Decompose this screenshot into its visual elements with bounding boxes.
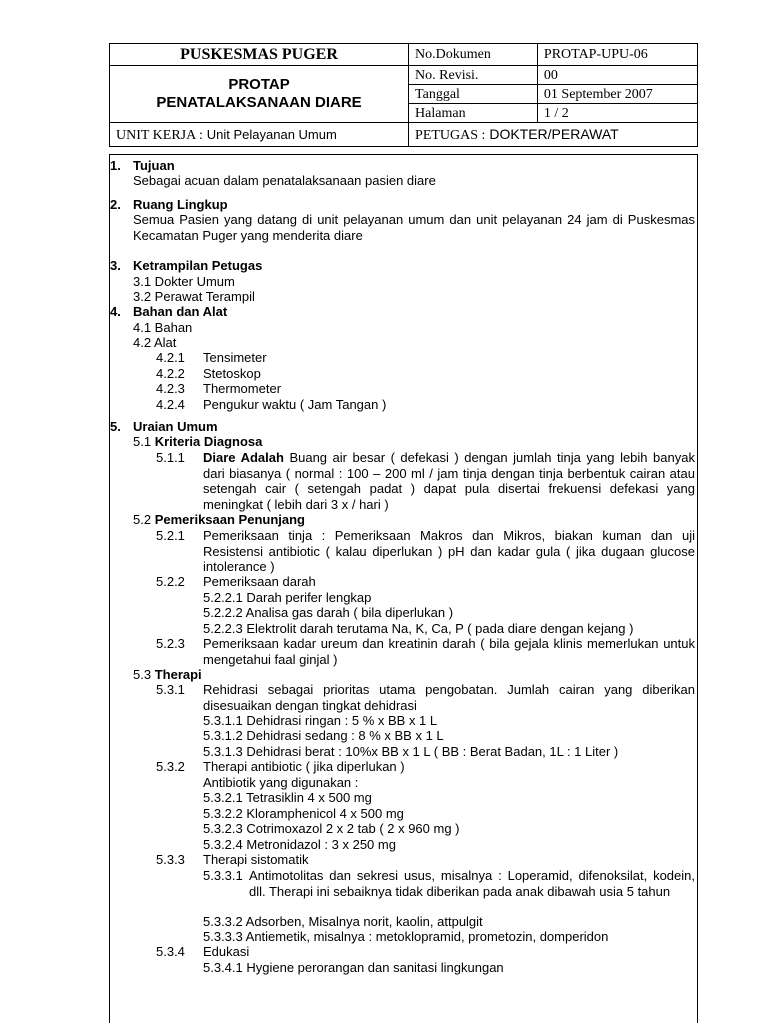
title-line-2: PENATALAKSANAAN DIARE xyxy=(156,94,362,111)
subsection-heading xyxy=(133,434,262,449)
term: Diare Adalah xyxy=(203,450,284,465)
section-number: 4. xyxy=(110,304,121,319)
list-item: 3.1 Dokter Umum xyxy=(133,274,235,289)
list-item: 5.3.2.4 Metronidazol : 3 x 250 mg xyxy=(203,837,396,852)
list-item: Pengukur waktu ( Jam Tangan ) xyxy=(203,397,387,412)
meta-value: 01 September 2007 xyxy=(537,85,697,104)
list-item: 5.3.2.3 Cotrimoxazol 2 x 2 tab ( 2 x 960 mg ) xyxy=(203,821,460,836)
section-number: 5. xyxy=(110,419,121,434)
list-item: 5.2.2.1 Darah perifer lengkap xyxy=(203,590,372,605)
list-item: Tensimeter xyxy=(203,350,267,365)
paragraph: Semua Pasien yang datang di unit pelayanan umum dan unit pelayanan 24 jam di Puskesmas Kecamatan Puger yang menderita diare xyxy=(133,212,695,243)
list-item: Edukasi xyxy=(203,944,250,959)
list-item: 5.2.2.3 Elektrolit darah terutama Na, K, Ca, P ( pada diare dengan kejang ) xyxy=(203,621,634,636)
section-number: 3. xyxy=(110,258,121,273)
list-item: 4.1 Bahan xyxy=(133,320,193,335)
meta-value: 00 xyxy=(537,66,697,85)
petugas-value: DOKTER/PERAWAT xyxy=(489,125,619,142)
document-title xyxy=(110,66,409,123)
subsection-heading xyxy=(133,512,305,527)
list-number: 5.2.1 xyxy=(156,528,185,543)
list-item: Therapi sistomatik xyxy=(203,852,309,867)
subsection-title: Therapi xyxy=(154,667,202,682)
section-title: Bahan dan Alat xyxy=(133,304,228,319)
list-number: 5.3.4 xyxy=(156,944,185,959)
list-number: 5.3.1 xyxy=(156,682,185,697)
list-item: 5.3.4.1 Hygiene perorangan dan sanitasi lingkungan xyxy=(203,960,504,975)
document-header-table xyxy=(109,43,698,147)
list-number: 5.2.2 xyxy=(156,574,185,589)
unit-kerja-cell xyxy=(110,123,409,147)
list-number: 5.3.3.1 xyxy=(203,868,243,883)
list-item: 5.3.1.1 Dehidrasi ringan : 5 % x BB x 1 L xyxy=(203,713,438,728)
subsection-title: Kriteria Diagnosa xyxy=(154,434,263,449)
paragraph: Rehidrasi sebagai prioritas utama pengobatan. Jumlah cairan yang diberikan disesuaikan dengan tingkat dehidrasi xyxy=(203,682,695,713)
list-number: 5.3.3 xyxy=(156,852,185,867)
section-title: Uraian Umum xyxy=(133,419,218,434)
petugas-label: PETUGAS : xyxy=(415,127,486,143)
list-item: Thermometer xyxy=(203,381,282,396)
paragraph: Pemeriksaan kadar ureum dan kreatinin darah ( bila gejala klinis memerlukan untuk mengetahui faal ginjal ) xyxy=(203,636,695,667)
meta-label: No. Revisi. xyxy=(409,66,538,85)
list-number: 5.2.3 xyxy=(156,636,185,651)
title-line-1: PROTAP xyxy=(228,76,290,93)
list-item: 5.3.3.2 Adsorben, Misalnya norit, kaolin, attpulgit xyxy=(203,914,483,929)
paragraph: Pemeriksaan tinja : Pemeriksaan Makros dan Mikros, biakan kuman dan uji Resistensi antibiotic ( kalau diperlukan ) pH dan kadar gula ( jika dugaan glucose intolerance ) xyxy=(203,528,695,574)
meta-label: Halaman xyxy=(409,104,538,123)
paragraph xyxy=(203,450,695,512)
list-item: 5.3.1.3 Dehidrasi berat : 10%x BB x 1 L ( BB : Berat Badan, 1L : 1 Liter ) xyxy=(203,744,619,759)
meta-label: No.Dokumen xyxy=(409,44,538,66)
list-item: 5.3.2.2 Kloramphenicol 4 x 500 mg xyxy=(203,806,404,821)
meta-value: 1 / 2 xyxy=(537,104,697,123)
section-title: Ketrampilan Petugas xyxy=(133,258,263,273)
list-number: 4.2.4 xyxy=(156,397,185,412)
section-title: Ruang Lingkup xyxy=(133,197,228,212)
list-number: 4.2.1 xyxy=(156,350,185,365)
unit-label: UNIT KERJA : xyxy=(116,127,203,143)
list-item: 4.2 Alat xyxy=(133,335,177,350)
org-name: PUSKESMAS PUGER xyxy=(110,44,409,66)
petugas-cell xyxy=(409,123,698,147)
subsection-heading xyxy=(133,667,202,682)
section-number: 2. xyxy=(110,197,121,212)
meta-value: PROTAP-UPU-06 xyxy=(537,44,697,66)
paragraph: Antimotolitas dan sekresi usus, misalnya : Loperamid, difenoksilat, kodein, dll. Therapi ini sebaiknya tidak diberikan pada anak dibawah usia 5 tahun xyxy=(249,868,695,899)
unit-value: Unit Pelayanan Umum xyxy=(206,126,337,142)
paragraph: Sebagai acuan dalam penatalaksanaan pasien diare xyxy=(133,173,436,188)
list-item: Pemeriksaan darah xyxy=(203,574,316,589)
section-number: 1. xyxy=(110,158,121,173)
list-item: 3.2 Perawat Terampil xyxy=(133,289,255,304)
definition: Buang air besar ( defekasi ) dengan jumlah tinja yang lebih banyak dari biasanya ( normal : 100 – 200 ml / jam tinja dengan tinja berbentuk cairan atau setengah cair ( setengah padat ) dapat pula disertai frekuensi defekasi yang meningkat ( lebih dari 3 x / hari ) xyxy=(203,450,695,512)
list-item: Antibiotik yang digunakan : xyxy=(203,775,359,790)
section-title: Tujuan xyxy=(133,158,175,173)
list-number: 4.2.2 xyxy=(156,366,185,381)
list-item: 5.3.2.1 Tetrasiklin 4 x 500 mg xyxy=(203,790,372,805)
list-number: 4.2.3 xyxy=(156,381,185,396)
list-item: 5.3.1.2 Dehidrasi sedang : 8 % x BB x 1 L xyxy=(203,728,444,743)
list-item: 5.2.2.2 Analisa gas darah ( bila diperlukan ) xyxy=(203,605,454,620)
list-item: Stetoskop xyxy=(203,366,261,381)
meta-label: Tanggal xyxy=(409,85,538,104)
subsection-number: 5.3 xyxy=(133,667,152,682)
subsection-number: 5.2 xyxy=(133,512,152,527)
list-item: 5.3.3.3 Antiemetik, misalnya : metoklopramid, prometozin, domperidon xyxy=(203,929,609,944)
list-number: 5.1.1 xyxy=(156,450,185,465)
list-item: Therapi antibiotic ( jika diperlukan ) xyxy=(203,759,405,774)
subsection-title: Pemeriksaan Penunjang xyxy=(154,512,305,527)
list-number: 5.3.2 xyxy=(156,759,185,774)
subsection-number: 5.1 xyxy=(133,434,152,449)
